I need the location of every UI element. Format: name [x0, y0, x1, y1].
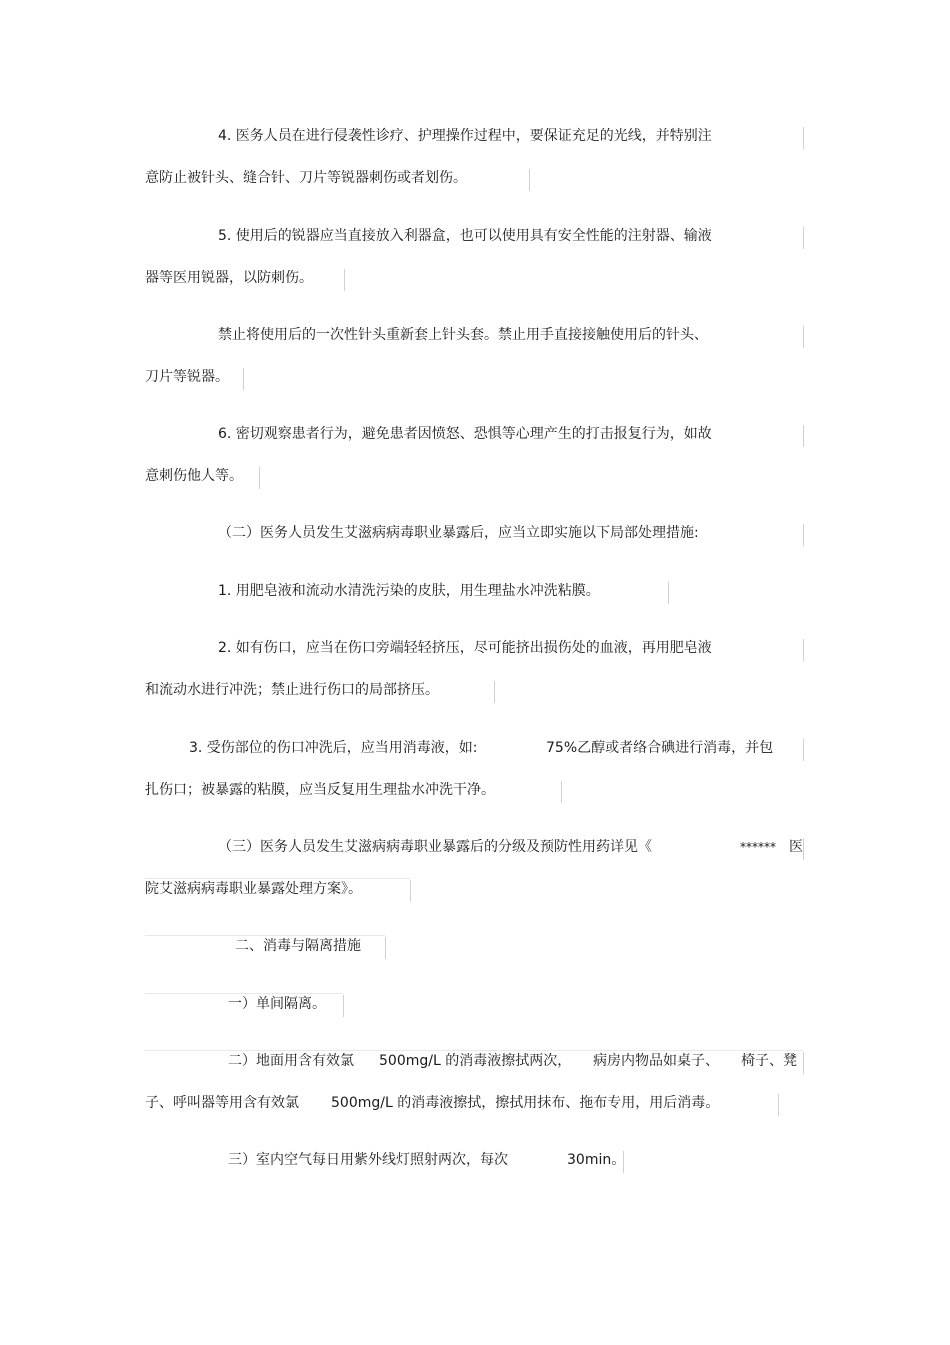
text-cursor-mark — [410, 880, 411, 902]
measure-2-line-1d: 椅子、凳 — [741, 1053, 797, 1069]
para-6-line-1: 6. 密切观察患者行为，避免患者因愤怒、恐惧等心理产生的打击报复行为，如故 — [218, 426, 712, 442]
step-2-line-2: 和流动水进行冲洗；禁止进行伤口的局部挤压。 — [145, 682, 439, 698]
para-6-line-2: 意刺伤他人等。 — [145, 468, 243, 484]
text-cursor-mark — [803, 227, 804, 249]
text-cursor-mark — [243, 368, 244, 390]
para-5-line-1: 5. 使用后的锐器应当直接放入利器盒，也可以使用具有安全性能的注射器、输液 — [218, 228, 712, 244]
section-disinfection-heading: 二、消毒与隔离措施 — [235, 938, 361, 954]
text-cursor-mark — [803, 326, 804, 348]
para-forbid-line-1: 禁止将使用后的一次性针头重新套上针头套。禁止用手直接接触使用后的针头、 — [218, 327, 708, 343]
section-3-line-1a: （三）医务人员发生艾滋病病毒职业暴露后的分级及预防性用药详见《 — [218, 839, 652, 855]
text-cursor-mark — [344, 269, 345, 291]
section-3-line-2: 院艾滋病病毒职业暴露处理方案》。 — [145, 881, 362, 897]
text-cursor-mark — [803, 639, 804, 661]
section-3-line-1b: ****** — [740, 840, 776, 854]
text-cursor-mark — [259, 467, 260, 489]
divider-line — [145, 1050, 803, 1051]
para-4-line-1: 4. 医务人员在进行侵袭性诊疗、护理操作过程中，要保证充足的光线，并特别注 — [218, 128, 712, 144]
text-cursor-mark — [778, 1094, 779, 1116]
text-cursor-mark — [803, 739, 804, 761]
measure-3-line-b: 30min。 — [567, 1152, 626, 1168]
step-2-line-1: 2. 如有伤口，应当在伤口旁端轻轻挤压，尽可能挤出损伤处的血液，再用肥皂液 — [218, 640, 712, 656]
para-forbid-line-2: 刀片等锐器。 — [145, 369, 229, 385]
text-cursor-mark — [529, 169, 530, 191]
text-cursor-mark — [803, 838, 804, 860]
text-cursor-mark — [385, 937, 386, 959]
measure-3-line-a: 三）室内空气每日用紫外线灯照射两次，每次 — [228, 1152, 508, 1168]
section-3-line-1c: 医 — [789, 839, 803, 855]
para-5-line-2: 器等医用锐器，以防刺伤。 — [145, 270, 313, 286]
divider-line — [145, 993, 343, 994]
text-cursor-mark — [803, 127, 804, 149]
text-cursor-mark — [668, 582, 669, 604]
text-cursor-mark — [494, 681, 495, 703]
step-3-line-1a: 3. 受伤部位的伤口冲洗后，应当用消毒液，如: — [189, 740, 478, 756]
divider-line — [145, 935, 385, 936]
measure-2-line-1c: 病房内物品如桌子、 — [593, 1053, 719, 1069]
text-cursor-mark — [803, 425, 804, 447]
text-cursor-mark — [803, 524, 804, 546]
text-cursor-mark — [343, 995, 344, 1017]
section-2-heading: （二）医务人员发生艾滋病病毒职业暴露后，应当立即实施以下局部处理措施: — [218, 525, 699, 541]
step-3-line-1b: 75%乙醇或者络合碘进行消毒，并包 — [546, 740, 774, 756]
step-1-line: 1. 用肥皂液和流动水清洗污染的皮肤，用生理盐水冲洗粘膜。 — [218, 583, 600, 599]
measure-2-line-2a: 子、呼叫器等用含有效氯 — [145, 1095, 299, 1111]
text-cursor-mark — [623, 1151, 624, 1173]
measure-2-line-2b: 500mg/L 的消毒液擦拭，擦拭用抹布、拖布专用，用后消毒。 — [331, 1095, 720, 1111]
text-cursor-mark — [561, 781, 562, 803]
step-3-line-2: 扎伤口；被暴露的粘膜，应当反复用生理盐水冲洗干净。 — [145, 782, 495, 798]
divider-line — [145, 878, 410, 879]
para-4-line-2: 意防止被针头、缝合针、刀片等锐器刺伤或者划伤。 — [145, 170, 467, 186]
measure-2-line-1a: 二）地面用含有效氯 — [228, 1053, 354, 1069]
measure-1-line: 一）单间隔离。 — [228, 996, 326, 1012]
measure-2-line-1b: 500mg/L 的消毒液擦拭两次， — [379, 1053, 572, 1069]
text-cursor-mark — [803, 1052, 804, 1074]
